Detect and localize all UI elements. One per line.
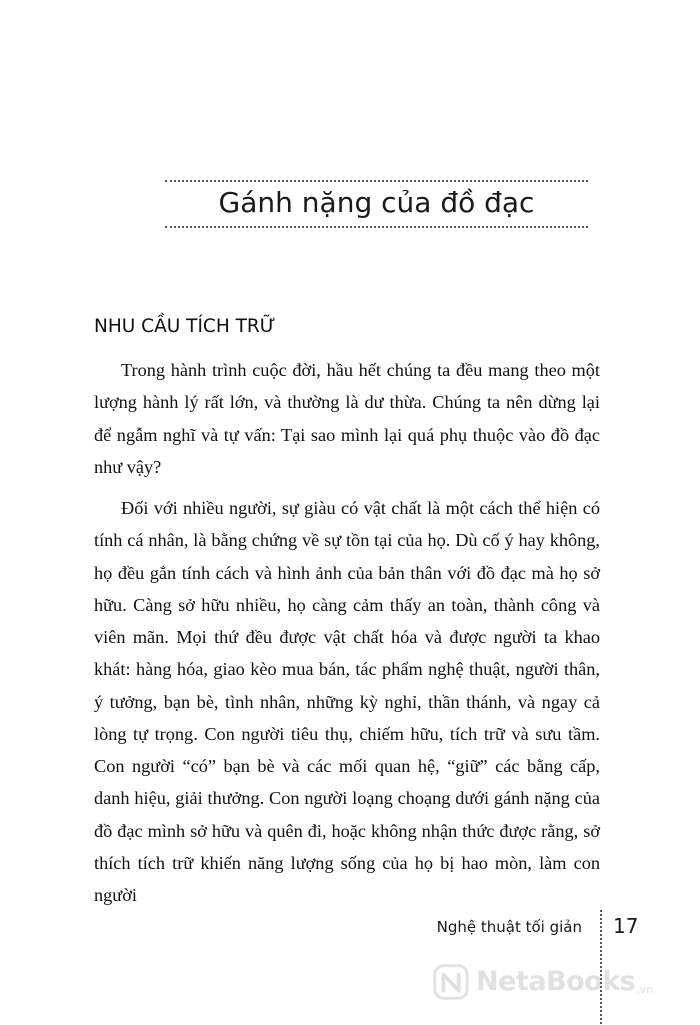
watermark-text: NetaBooks [476, 966, 636, 997]
title-bottom-rule [165, 226, 588, 228]
paragraph: Đối với nhiều người, sự giàu có vật chất là một cách thể hiện có tính cá nhân, là bằng chứng về sự tồn tại của họ. Dù cố ý hay không, họ đều gắn tính cách và hình ảnh của bản thân với đồ đạc mà họ sở hữu. Càng sở hữu nhiều, họ càng cảm thấy an toàn, thành công và viên mãn. Mọi thứ đều được vật chất hóa và được người ta khao khát: hàng hóa, giao kèo mua bán, tác phẩm nghệ thuật, người thân, ý tưởng, bạn bè, tình nhân, những kỳ nghỉ, thần thánh, và ngay cả lòng tự trọng. Con người tiêu thụ, chiếm hữu, tích trữ và sưu tầm. Con người “có” bạn bè và các mối quan hệ, “giữ” các bằng cấp, danh hiệu, giải thưởng. Con người loạng choạng dưới gánh nặng của đồ đạc mình sở hữu và quên đi, hoặc không nhận thức được rằng, sở thích tích trữ khiến năng lượng sống của họ bị hao mòn, làm con người [94, 498, 600, 905]
body-text [94, 354, 600, 911]
paragraph: Trong hành trình cuộc đời, hầu hết chúng ta đều mang theo một lượng hành lý rất lớn, và thường là dư thừa. Chúng ta nên dừng lại để ngẫm nghĩ và tự vấn: Tại sao mình lại quá phụ thuộc vào đồ đạc như vậy? [94, 360, 600, 477]
section-heading: NHU CẦU TÍCH TRỮ [94, 316, 276, 337]
chapter-title: Gánh nặng của đồ đạc [218, 186, 535, 219]
title-top-rule [165, 180, 588, 182]
watermark [432, 962, 653, 1002]
running-footer-title: Nghệ thuật tối giản [436, 918, 582, 936]
netabooks-logo-icon [432, 963, 470, 1001]
watermark-suffix: .vn [636, 982, 654, 996]
page-number: 17 [613, 914, 639, 938]
